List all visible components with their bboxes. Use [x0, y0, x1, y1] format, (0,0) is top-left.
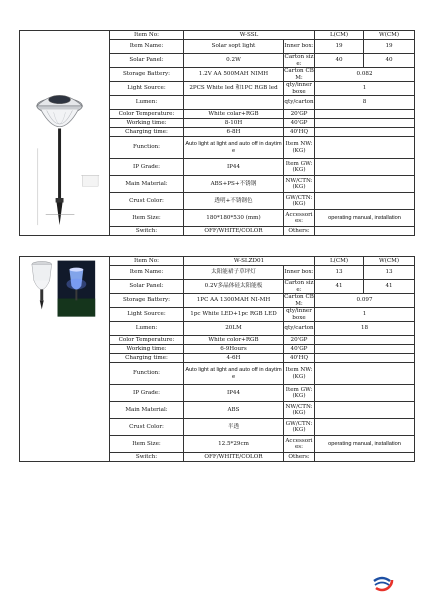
solar-spot-light-photo — [20, 31, 109, 235]
crust-color-label-2: Crust Color: — [110, 419, 184, 436]
l-cm-header-2: L(CM) — [315, 257, 364, 266]
item-size-label-2: Item Size: — [110, 436, 184, 453]
carton-cbm-value-2: 0.097 — [315, 294, 415, 308]
accessories-label-2: Accessories: — [284, 436, 315, 453]
charging-time-label-1: Charging time: — [110, 128, 184, 137]
working-time-value-2: 6-9Hours — [184, 345, 284, 354]
carton-size-l-2: 41 — [315, 280, 364, 294]
storage-battery-value-2: 1PC AA 1300MAH NI-MH — [184, 294, 284, 308]
hq40-value-1 — [315, 128, 415, 137]
nw-value-2 — [315, 363, 415, 385]
gp20-value-2 — [315, 336, 415, 345]
main-material-value-1: ABS+PS+不锈钢 — [184, 176, 284, 193]
item-size-label-1: Item Size: — [110, 210, 184, 227]
inner-box-w-2: 13 — [364, 266, 415, 280]
color-temperature-value-2: White color+RGB — [184, 336, 284, 345]
gp40-value-2 — [315, 345, 415, 354]
accessories-value-1: operating manual, installation — [315, 210, 415, 227]
carton-cbm-label-2: Carton CBM: — [284, 294, 314, 307]
inner-box-label-1: Inner box: — [284, 40, 315, 54]
item-no-label-1: Item No: — [110, 31, 184, 40]
nw-ctn-label-1: NW/CTN:(KG) — [284, 176, 315, 193]
function-value-1: Auto light at light and auto off in daytime — [184, 137, 284, 159]
ip-grade-label-1: IP Grade: — [110, 159, 184, 176]
charging-time-label-2: Charging time: — [110, 354, 184, 363]
others-value-1 — [315, 227, 415, 236]
accessories-value-2: operating manual, installation — [315, 436, 415, 453]
storage-battery-value-1: 1.2V AA 500MAH NIMH — [184, 68, 284, 82]
hq40-label-1: 40'HQ — [284, 128, 315, 137]
function-label-1: Function: — [110, 137, 184, 159]
solar-panel-value-1: 0.2W — [184, 54, 284, 68]
light-source-label-2: Light Source: — [110, 308, 184, 322]
color-temperature-label-1: Color Temperature: — [110, 110, 184, 119]
solar-panel-value-2: 0.2V多晶体硅太阳能板 — [184, 280, 284, 294]
item-no-value-2: W-SLZD01 — [184, 257, 315, 266]
item-no-label-2: Item No: — [110, 257, 184, 266]
item-no-value-1: W-SSL — [184, 31, 315, 40]
switch-label-1: Switch: — [110, 227, 184, 236]
working-time-label-2: Working time: — [110, 345, 184, 354]
light-source-label-1: Light Source: — [110, 82, 184, 96]
solar-panel-label-1: Solar Panel: — [110, 54, 184, 68]
w-cm-header-2: W(CM) — [364, 257, 415, 266]
switch-value-1: OFF/WHITE/COLOR — [184, 227, 284, 236]
nw-label-1: Item NW:(KG) — [284, 137, 315, 159]
nw-value-1 — [315, 137, 415, 159]
ip-grade-value-1: IP44 — [184, 159, 284, 176]
nw-ctn-value-2 — [315, 402, 415, 419]
item-size-value-1: 180*180*530 (mm) — [184, 210, 284, 227]
qty-carton-label-1: qty/carton — [284, 96, 315, 110]
gp40-label-2: 40'GP — [284, 345, 315, 354]
nw-ctn-label-2: NW/CTN:(KG) — [284, 402, 315, 419]
gw-ctn-label-2: GW/CTN:(KG) — [284, 419, 315, 436]
storage-battery-label-1: Storage Battery: — [110, 68, 184, 82]
charging-time-value-2: 4-6H — [184, 354, 284, 363]
light-source-value-1: 2PCS White led 和1PC RGB led — [184, 82, 284, 96]
item-name-label-2: Item Name: — [110, 266, 184, 280]
nw-ctn-value-1 — [315, 176, 415, 193]
hq40-label-2: 40'HQ — [284, 354, 315, 363]
qty-carton-label-2: qty/carton — [284, 322, 315, 336]
carton-size-l-1: 40 — [315, 54, 364, 68]
nw-label-2: Item NW:(KG) — [284, 363, 315, 385]
product-image-cell-1 — [20, 31, 110, 236]
gw-ctn-value-1 — [315, 193, 415, 210]
item-name-value-2: 太阳能裙子草坪灯 — [184, 266, 284, 280]
others-label-1: Others: — [284, 227, 315, 236]
working-time-label-1: Working time: — [110, 119, 184, 128]
main-material-value-2: ABS — [184, 402, 284, 419]
carton-size-w-1: 40 — [364, 54, 415, 68]
crust-color-value-1: 透明+不锈钢色 — [184, 193, 284, 210]
qty-carton-value-2: 18 — [315, 322, 415, 336]
crust-color-label-1: Crust Color: — [110, 193, 184, 210]
function-label-2: Function: — [110, 363, 184, 385]
ip-grade-label-2: IP Grade: — [110, 385, 184, 402]
accessories-label-1: Accessories: — [284, 210, 315, 227]
inner-box-w-1: 19 — [364, 40, 415, 54]
gw-value-2 — [315, 385, 415, 402]
gp20-label-1: 20'GP — [284, 110, 315, 119]
switch-label-2: Switch: — [110, 453, 184, 462]
color-temperature-value-1: White colar+RGB — [184, 110, 284, 119]
solar-lawn-light-photo — [20, 257, 109, 461]
w-cm-header-1: W(CM) — [364, 31, 415, 40]
gw-label-2: Item GW:(KG) — [284, 385, 315, 402]
qty-carton-value-1: 8 — [315, 96, 415, 110]
lumen-value-2: 20LM — [184, 322, 284, 336]
hq40-value-2 — [315, 354, 415, 363]
inner-box-l-1: 19 — [315, 40, 364, 54]
switch-value-2: OFF/WHITE/COLOR — [184, 453, 284, 462]
carton-cbm-value-1: 0.082 — [315, 68, 415, 82]
carton-size-label-2: Carton size: — [284, 280, 314, 293]
ip-grade-value-2: IP44 — [184, 385, 284, 402]
working-time-value-1: 8-10H — [184, 119, 284, 128]
lumen-label-1: Lumen: — [110, 96, 184, 110]
gp20-label-2: 20'GP — [284, 336, 315, 345]
main-material-label-1: Main Material: — [110, 176, 184, 193]
product-image-cell-2 — [20, 257, 110, 462]
qty-inner-value-2: 1 — [315, 308, 415, 322]
gw-ctn-value-2 — [315, 419, 415, 436]
carton-size-label-1: Carton size: — [284, 54, 314, 67]
inner-box-l-2: 13 — [315, 266, 364, 280]
light-source-value-2: 1pc White LED+1pc RGB LED — [184, 308, 284, 322]
storage-battery-label-2: Storage Battery: — [110, 294, 184, 308]
others-value-2 — [315, 453, 415, 462]
spec-table-1 — [19, 30, 415, 236]
carton-size-w-2: 41 — [364, 280, 415, 294]
main-material-label-2: Main Material: — [110, 402, 184, 419]
item-name-label-1: Item Name: — [110, 40, 184, 54]
item-name-value-1: Solar sopt light — [184, 40, 284, 54]
qty-inner-label-1: qty/inner boxe — [284, 82, 315, 96]
item-size-value-2: 12.5*29cm — [184, 436, 284, 453]
gp20-value-1 — [315, 110, 415, 119]
gp40-value-1 — [315, 119, 415, 128]
inner-box-label-2: Inner box: — [284, 266, 315, 280]
solar-panel-label-2: Solar Panel: — [110, 280, 184, 294]
others-label-2: Others: — [284, 453, 315, 462]
gw-label-1: Item GW:(KG) — [284, 159, 315, 176]
function-value-2: Auto light at light and auto off in daytime — [184, 363, 284, 385]
color-temperature-label-2: Color Temperature: — [110, 336, 184, 345]
crust-color-value-2: 半透 — [184, 419, 284, 436]
gp40-label-1: 40'GP — [284, 119, 315, 128]
lumen-value-1 — [184, 96, 284, 110]
l-cm-header-1: L(CM) — [315, 31, 364, 40]
gw-ctn-label-1: GW/CTN:(KG) — [284, 193, 315, 210]
gw-value-1 — [315, 159, 415, 176]
company-logo-icon — [370, 568, 394, 592]
carton-cbm-label-1: Carton CBM: — [284, 68, 314, 81]
spec-table-2 — [19, 256, 415, 462]
lumen-label-2: Lumen: — [110, 322, 184, 336]
charging-time-value-1: 6-8H — [184, 128, 284, 137]
qty-inner-value-1: 1 — [315, 82, 415, 96]
qty-inner-label-2: qty/inner boxe — [284, 308, 315, 322]
